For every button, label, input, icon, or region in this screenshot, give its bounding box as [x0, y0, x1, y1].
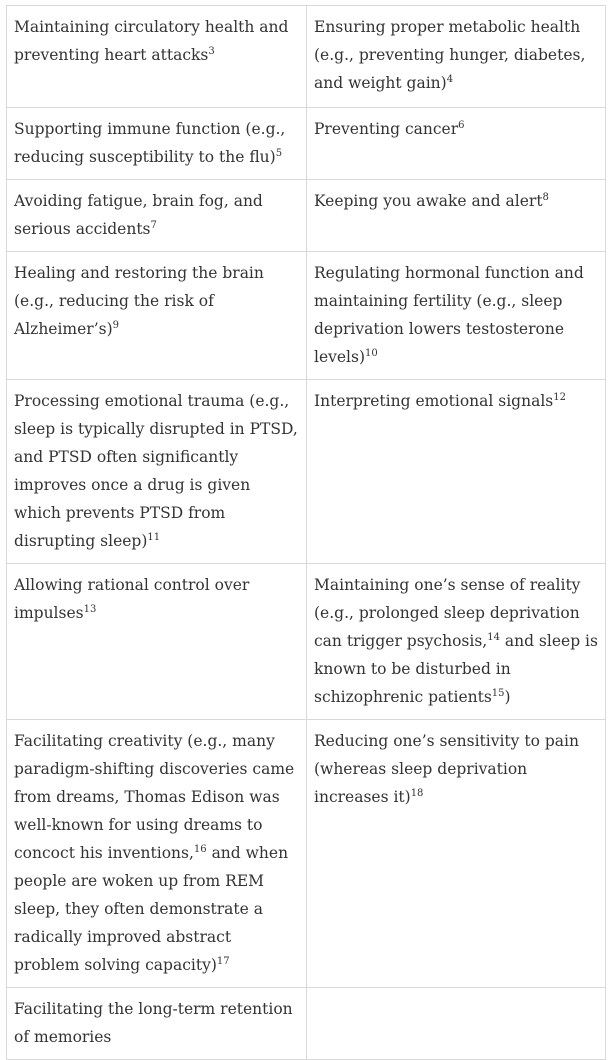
footnote-reference[interactable]: 3 [208, 46, 215, 57]
table-cell [7, 988, 307, 1060]
table-cell [307, 108, 606, 180]
footnote-reference[interactable]: 17 [216, 956, 230, 967]
footnote-reference[interactable]: 8 [542, 192, 549, 203]
cell-text: and sleep is known to be disturbed in schizophrenic patients [314, 632, 598, 706]
table-cell [7, 108, 307, 180]
footnote-reference[interactable]: 11 [147, 532, 161, 543]
table-row [7, 6, 606, 108]
table-row [7, 108, 606, 180]
cell-text: Interpreting emotional signals [314, 392, 554, 410]
table-cell [307, 180, 606, 252]
table-cell [7, 380, 307, 564]
table-cell-empty [307, 988, 606, 1060]
table-cell [7, 720, 307, 988]
footnote-reference[interactable]: 15 [491, 688, 505, 699]
table-cell [307, 6, 606, 108]
footnote-reference[interactable]: 16 [193, 844, 207, 855]
cell-text: Avoiding fatigue, brain fog, and serious accidents [14, 192, 263, 238]
cell-text: Allowing rational control over impulses [14, 576, 250, 622]
table-row [7, 720, 606, 988]
footnote-reference[interactable]: 7 [150, 220, 157, 231]
table-cell [307, 380, 606, 564]
cell-text: Facilitating creativity (e.g., many paradigm-shifting discoveries came from dreams, Thomas Edison was well-known for using dreams to concoct his inventions, [14, 732, 295, 862]
table-row [7, 564, 606, 720]
table-row [7, 180, 606, 252]
table-cell [7, 180, 307, 252]
cell-text: Maintaining one’s sense of reality (e.g., prolonged sleep deprivation can trigger psychosis, [314, 576, 581, 650]
cell-text: ) [504, 688, 511, 706]
cell-text: Preventing cancer [314, 120, 459, 138]
table-cell [7, 564, 307, 720]
cell-text: and when people are woken up from REM sleep, they often demonstrate a radically improved abstract problem solving capacity) [14, 844, 289, 974]
cell-text: Keeping you awake and alert [314, 192, 543, 210]
table-row [7, 988, 606, 1060]
footnote-reference[interactable]: 18 [410, 788, 424, 799]
table-cell [307, 252, 606, 380]
footnote-reference[interactable]: 12 [553, 392, 566, 403]
cell-text: Facilitating the long-term retention of memories [14, 1000, 293, 1046]
cell-text: Healing and restoring the brain (e.g., reducing the risk of Alzheimer’s) [14, 264, 264, 338]
cell-text: Processing emotional trauma (e.g., sleep is typically disrupted in PTSD, and PTSD often significantly improves once a drug is given which prevents PTSD from disrupting sleep) [14, 392, 298, 550]
footnote-reference[interactable]: 5 [275, 148, 283, 159]
footnote-reference[interactable]: 9 [112, 320, 120, 331]
sleep-benefits-table [6, 5, 606, 1060]
footnote-reference[interactable]: 10 [365, 348, 378, 359]
table-cell [307, 720, 606, 988]
table-cell [7, 6, 307, 108]
cell-text: Regulating hormonal function and maintaining fertility (e.g., sleep deprivation lowers testosterone levels) [314, 264, 584, 366]
table-row [7, 380, 606, 564]
cell-text: Ensuring proper metabolic health (e.g., preventing hunger, diabetes, and weight gain) [314, 18, 586, 92]
cell-text: Supporting immune function (e.g., reducing susceptibility to the flu) [14, 120, 286, 166]
table-row [7, 252, 606, 380]
footnote-reference[interactable]: 13 [83, 604, 97, 615]
table-cell [307, 564, 606, 720]
footnote-reference[interactable]: 6 [458, 120, 465, 131]
cell-text: Reducing one’s sensitivity to pain (whereas sleep deprivation increases it) [314, 732, 579, 806]
footnote-reference[interactable]: 14 [487, 632, 500, 643]
footnote-reference[interactable]: 4 [446, 74, 454, 85]
table-cell [7, 252, 307, 380]
cell-text: Maintaining circulatory health and preventing heart attacks [14, 18, 289, 64]
